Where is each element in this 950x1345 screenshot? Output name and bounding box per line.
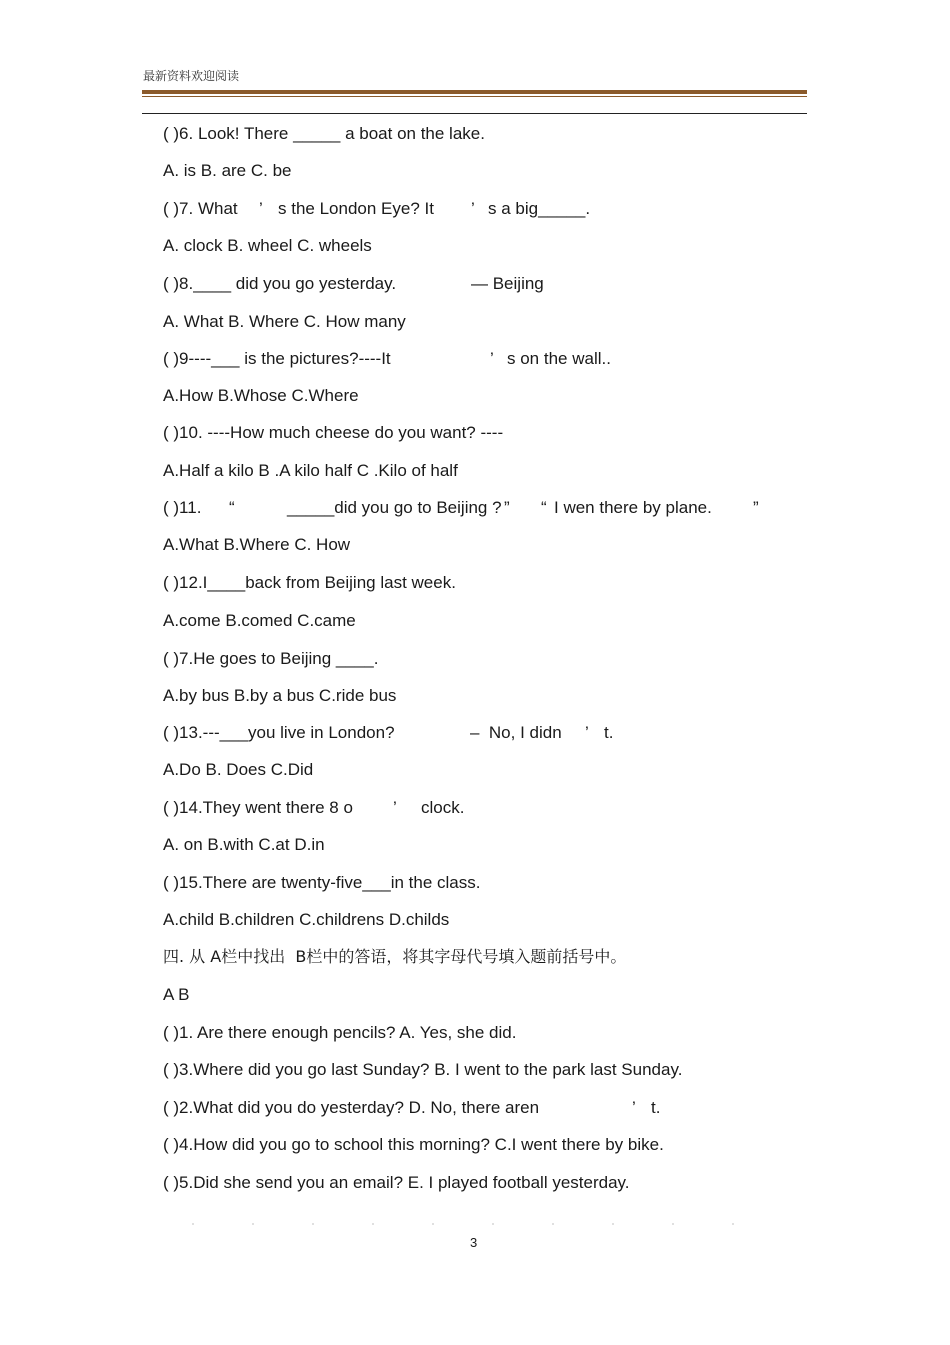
footer-dots: [163, 1222, 773, 1226]
text-segment: ( )14.They went there 8 o: [163, 798, 353, 817]
text-segment: ’: [585, 723, 589, 742]
text-line: A.What B.Where C. How: [163, 535, 351, 554]
text-segment: ’: [259, 199, 263, 218]
text-segment: ( )7. What: [163, 199, 238, 218]
text-segment: “: [229, 498, 235, 517]
text-segment: ’: [393, 798, 397, 817]
text-segment: ’: [490, 349, 494, 368]
text-line: A. on B.with C.at D.in: [163, 835, 325, 854]
text-line: A. clock B. wheel C. wheels: [163, 236, 372, 255]
page-header: 最新资料欢迎阅读: [143, 69, 240, 83]
text-segment: s the London Eye? It: [278, 199, 434, 218]
text-line: [163, 723, 803, 745]
text-line: ( )10. ----How much cheese do you want? ----: [163, 423, 504, 442]
text-line: A. What B. Where C. How many: [163, 312, 406, 331]
header-rule-bottom: [142, 113, 807, 114]
text-segment: – No, I didn: [470, 723, 562, 742]
header-rule-thin: [142, 96, 807, 97]
text-line: ( )4.How did you go to school this morning? C.I went there by bike.: [163, 1135, 664, 1154]
text-segment: “: [541, 498, 547, 517]
text-segment: s on the wall..: [507, 349, 611, 368]
text-line: 四. 从 A栏中找出 B栏中的答语，将其字母代号填入题前括号中。: [163, 947, 627, 966]
text-line: ( )3.Where did you go last Sunday? B. I went to the park last Sunday.: [163, 1060, 683, 1079]
text-line: A.come B.comed C.came: [163, 611, 356, 630]
text-line: A B: [163, 985, 190, 1004]
text-line: A.child B.children C.childrens D.childs: [163, 910, 450, 929]
text-segment: ’: [471, 199, 475, 218]
text-line: [163, 199, 803, 221]
text-segment: ”: [753, 498, 759, 517]
text-line: [163, 498, 803, 520]
text-line: A.How B.Whose C.Where: [163, 386, 359, 405]
text-segment: clock.: [421, 798, 465, 817]
text-segment: — Beijing: [471, 274, 544, 293]
text-line: A.Half a kilo B .A kilo half C .Kilo of half: [163, 461, 458, 480]
text-segment: ( )9----___ is the pictures?----It: [163, 349, 391, 368]
text-segment: ( )11.: [163, 498, 202, 517]
text-line: [163, 349, 803, 371]
text-segment: ’: [632, 1098, 636, 1117]
text-line: [163, 798, 803, 820]
text-line: A.Do B. Does C.Did: [163, 760, 314, 779]
text-line: A. is B. are C. be: [163, 161, 292, 180]
text-segment: s a big_____.: [488, 199, 591, 218]
text-line: [163, 1098, 803, 1120]
text-line: ( )15.There are twenty-five___in the class.: [163, 873, 481, 892]
text-line: [163, 274, 803, 296]
text-segment: _____did you go to Beijing ?: [287, 498, 502, 517]
text-segment: ”: [504, 498, 510, 517]
text-line: ( )1. Are there enough pencils? A. Yes, she did.: [163, 1023, 517, 1042]
text-segment: t.: [651, 1098, 661, 1117]
text-line: ( )5.Did she send you an email? E. I played football yesterday.: [163, 1173, 630, 1192]
text-segment: ( )2.What did you do yesterday? D. No, there aren: [163, 1098, 540, 1117]
text-segment: I wen there by plane.: [554, 498, 712, 517]
text-line: ( )12.I____back from Beijing last week.: [163, 573, 456, 592]
text-segment: ( )13.---___you live in London?: [163, 723, 395, 742]
text-line: ( )7.He goes to Beijing ____.: [163, 649, 379, 668]
text-segment: t.: [604, 723, 614, 742]
text-line: ( )6. Look! There _____ a boat on the lake.: [163, 124, 485, 143]
page-number: 3: [470, 1235, 478, 1250]
header-rule-thick: [142, 90, 807, 94]
text-segment: ( )8.____ did you go yesterday.: [163, 274, 397, 293]
text-line: A.by bus B.by a bus C.ride bus: [163, 686, 397, 705]
